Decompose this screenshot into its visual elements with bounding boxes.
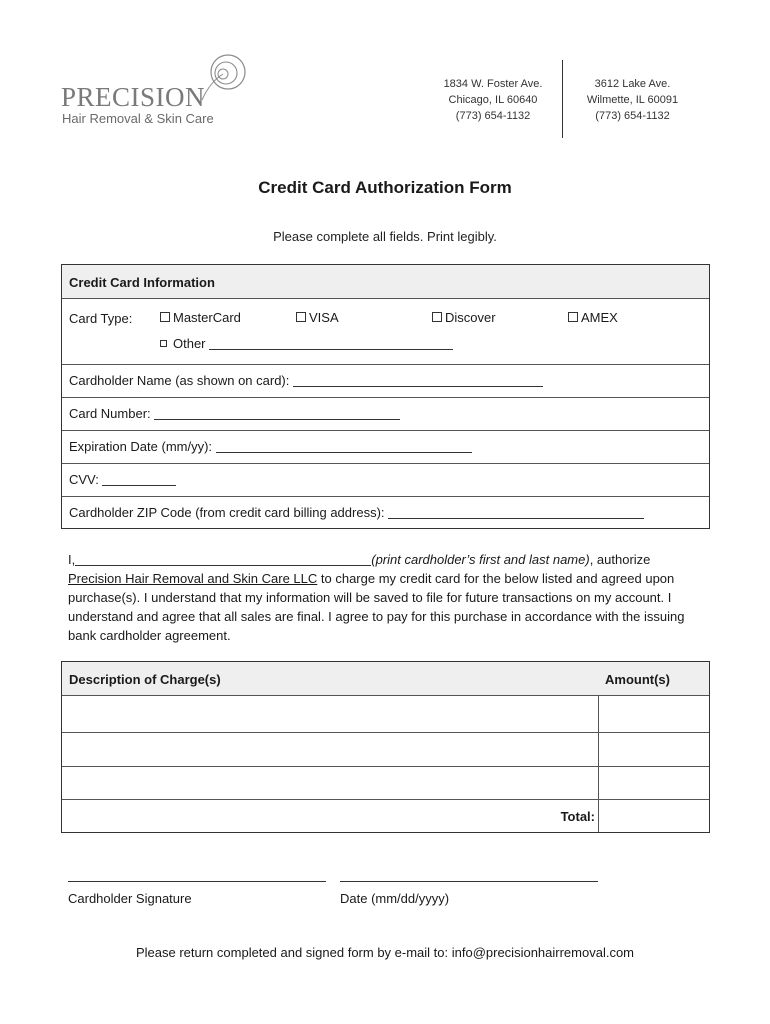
field-label: Cardholder Name (as shown on card):	[69, 373, 290, 388]
address-phone: (773) 654-1132	[455, 110, 531, 122]
other-input-line[interactable]	[209, 338, 453, 350]
authorization-paragraph	[68, 550, 708, 645]
print-name-note: (print cardholder’s first and last name)	[371, 552, 590, 567]
option-label: AMEX	[581, 310, 618, 325]
option-visa[interactable]	[296, 310, 339, 325]
amount-header: Amount(s)	[605, 672, 670, 687]
auth-body: to charge my credit card for the below listed and agreed upon purchase(s). I understand that my information will be saved to file for future transactions on my account. I understand and agree that all sales are final. I agree to pay for this purchase in accordance with the issuing bank cardholder agreement.	[68, 571, 685, 643]
field-label: Expiration Date (mm/yy):	[69, 439, 213, 454]
charge-row[interactable]	[62, 733, 709, 767]
address-divider	[562, 60, 563, 138]
logo-subtitle: Hair Removal & Skin Care	[62, 111, 214, 126]
option-other[interactable]	[160, 336, 453, 351]
card-type-label: Card Type:	[69, 311, 133, 326]
charge-row[interactable]	[62, 696, 709, 733]
company-logo	[60, 52, 250, 132]
card-number-row	[62, 398, 709, 431]
expiration-row	[62, 431, 709, 464]
field-label: CVV:	[69, 472, 99, 487]
option-label: Other	[173, 336, 206, 351]
print-name-field[interactable]	[75, 554, 371, 566]
footer-note: Please return completed and signed form by e-mail to: info@precisionhairremoval.com	[135, 945, 635, 960]
cardholder-name-row	[62, 365, 709, 398]
address-city: Chicago, IL 60640	[448, 94, 538, 106]
form-subtitle: Please complete all fields. Print legibly.	[273, 229, 497, 244]
address-foster	[428, 76, 558, 124]
date-line[interactable]	[340, 881, 598, 882]
checkbox-icon[interactable]	[160, 312, 170, 322]
option-label: VISA	[309, 310, 339, 325]
date-label: Date (mm/dd/yyyy)	[340, 891, 450, 906]
auth-prefix: I,	[68, 552, 76, 567]
charges-table	[61, 661, 710, 833]
credit-card-info-table	[61, 264, 710, 529]
address-street: 1834 W. Foster Ave.	[443, 78, 543, 90]
option-amex[interactable]	[568, 310, 618, 325]
card-info-heading: Credit Card Information	[62, 265, 709, 299]
auth-after-note: , authorize	[589, 552, 651, 567]
company-name: Precision Hair Removal and Skin Care LLC	[68, 571, 318, 586]
cvv-field[interactable]	[102, 474, 176, 486]
card-type-row	[62, 299, 709, 365]
field-label: Cardholder ZIP Code (from credit card billing address):	[69, 505, 385, 520]
signature-label: Cardholder Signature	[68, 891, 192, 906]
field-label: Card Number:	[69, 406, 151, 421]
description-header: Description of Charge(s)	[69, 672, 221, 687]
checkbox-icon[interactable]	[568, 312, 578, 322]
option-label: Discover	[445, 310, 496, 325]
address-street: 3612 Lake Ave.	[594, 78, 671, 90]
expiration-field[interactable]	[216, 441, 472, 453]
checkbox-icon[interactable]	[432, 312, 442, 322]
address-wilmette	[570, 76, 695, 124]
total-row	[62, 800, 709, 831]
charges-header-row	[62, 662, 709, 696]
address-city: Wilmette, IL 60091	[586, 94, 679, 106]
option-mastercard[interactable]	[160, 310, 241, 325]
total-label: Total:	[560, 809, 595, 824]
card-number-field[interactable]	[154, 408, 400, 420]
swirl-logo-icon	[198, 52, 248, 102]
option-label: MasterCard	[173, 310, 241, 325]
zip-field[interactable]	[388, 507, 644, 519]
form-title: Credit Card Authorization Form	[258, 178, 512, 197]
cardholder-name-field[interactable]	[293, 375, 543, 387]
logo-wordmark: PRECISION	[61, 82, 206, 112]
charge-row[interactable]	[62, 767, 709, 800]
signature-line[interactable]	[68, 881, 326, 882]
cvv-row	[62, 464, 709, 497]
address-phone: (773) 654-1132	[595, 110, 670, 122]
checkbox-icon[interactable]	[296, 312, 306, 322]
option-discover[interactable]	[432, 310, 496, 325]
checkbox-icon[interactable]	[160, 340, 167, 347]
zip-row	[62, 497, 709, 530]
